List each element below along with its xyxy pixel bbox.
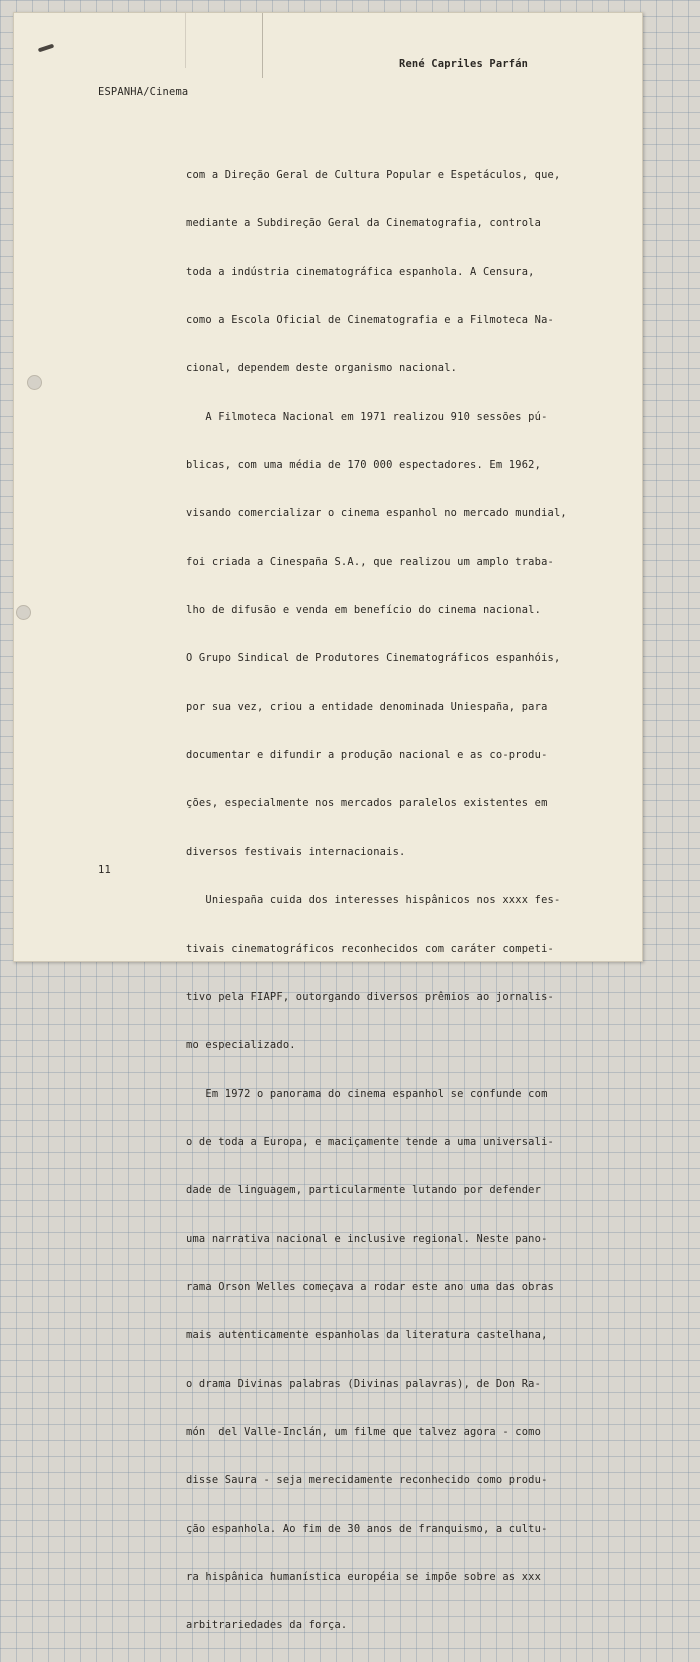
text-line: como a Escola Oficial de Cinematografia e a Filmoteca Na-	[186, 314, 554, 327]
text-line: arbitrariedades da força.	[186, 1619, 348, 1632]
text-line: lho de difusão e venda em benefício do cinema nacional.	[186, 604, 542, 617]
text-line: mediante a Subdireção Geral da Cinematografia, controla	[186, 217, 542, 230]
text-line: Uniespaña cuida dos interesses hispânicos nos xxxx fes-	[186, 894, 561, 907]
punch-hole-lower	[16, 605, 31, 620]
text-line: dade de linguagem, particularmente lutando por defender	[186, 1184, 542, 1197]
author-name: René Capriles Parfán	[399, 58, 529, 70]
typewritten-page	[13, 12, 643, 1632]
text-line: mais autenticamente espanholas da literatura castelhana,	[186, 1329, 548, 1342]
text-line: diversos festivais internacionais.	[186, 845, 406, 858]
text-line: O Grupo Sindical de Produtores Cinematográficos espanhóis,	[186, 652, 561, 665]
text-line: ra hispânica humanística européia se impõe sobre as xxx	[186, 1570, 542, 1583]
fold-line-faint	[185, 13, 186, 68]
text-line: por sua vez, criou a entidade denominada Uniespaña, para	[186, 700, 548, 713]
text-line: ções, especialmente nos mercados paralelos existentes em	[186, 797, 548, 810]
text-line: rama Orson Welles começava a rodar este ano uma das obras	[186, 1280, 554, 1293]
text-line: mo especializado.	[186, 1039, 296, 1052]
text-line: A Filmoteca Nacional em 1971 realizou 910 sessões pú-	[186, 410, 548, 423]
ink-mark	[38, 44, 54, 53]
text-line: blicas, com uma média de 170 000 espectadores. Em 1962,	[186, 459, 542, 472]
page-number: 11	[98, 864, 111, 876]
section-heading: ESPANHA/Cinema	[98, 86, 189, 98]
text-line: tivo pela FIAPF, outorgando diversos prêmios ao jornalis-	[186, 990, 554, 1003]
fold-line	[262, 13, 263, 78]
text-line: com a Direção Geral de Cultura Popular e Espetáculos, que,	[186, 169, 561, 181]
text-line: uma narrativa nacional e inclusive regional. Neste pano-	[186, 1232, 548, 1245]
text-line: visando comercializar o cinema espanhol no mercado mundial,	[186, 507, 567, 520]
text-line: Em 1972 o panorama do cinema espanhol se confunde com	[186, 1087, 548, 1100]
text-line: tivais cinematográficos reconhecidos com caráter competi-	[186, 942, 554, 955]
text-line: documentar e difundir a produção nacional e as co-produ-	[186, 749, 548, 762]
text-line: o de toda a Europa, e maciçamente tende a uma universali-	[186, 1135, 554, 1148]
text-line: o drama Divinas palabras (Divinas palavras), de Don Ra-	[186, 1377, 542, 1390]
punch-hole-upper	[27, 375, 42, 390]
text-line: foi criada a Cinespaña S.A., que realizou um amplo traba-	[186, 555, 554, 568]
text-line: cional, dependem deste organismo nacional.	[186, 362, 458, 375]
text-line: món del Valle-Inclán, um filme que talvez agora - como	[186, 1425, 542, 1438]
text-line: disse Saura - seja merecidamente reconhecido como produ-	[186, 1474, 548, 1487]
text-line: toda a indústria cinematográfica espanhola. A Censura,	[186, 265, 535, 278]
body-text	[186, 139, 636, 1662]
text-line: ção espanhola. Ao fim de 30 anos de franquismo, a cultu-	[186, 1522, 548, 1535]
